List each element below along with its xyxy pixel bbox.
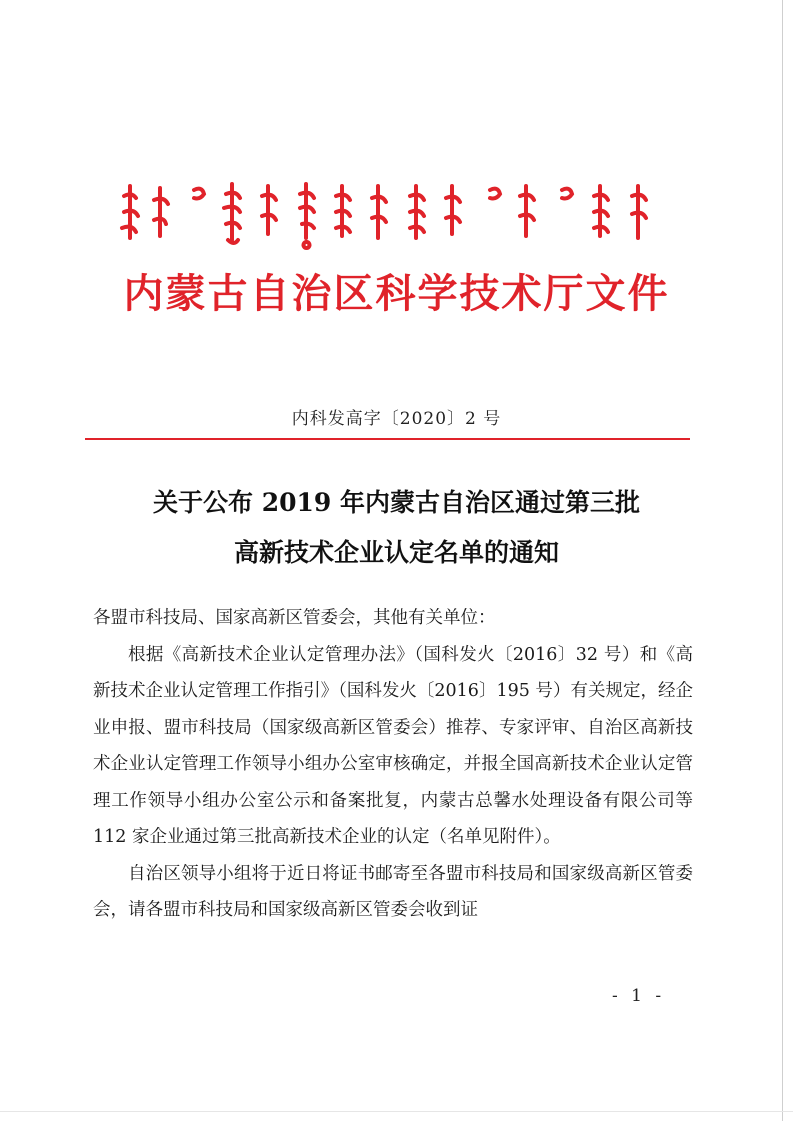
salutation: 各盟市科技局、国家高新区管委会，其他有关单位：	[93, 608, 496, 628]
notice-title-line-1: 关于公布 2019 年内蒙古自治区通过第三批	[153, 488, 640, 517]
body-paragraph-2: 自治区领导小组将于近日将证书邮寄至各盟市科技局和国家级高新区管委会，请各盟市科技局和国家级高新区管委会收到证	[93, 863, 693, 920]
body-paragraph-1: 根据《高新技术企业认定管理办法》（国科发火〔2016〕32 号）和《高新技术企业认定管理工作指引》（国科发火〔2016〕195 号）有关规定，经企业申报、盟市科技局（国家级高新区管委会）推荐、专家评审、自治区高新技术企业认定管理工作领导小组办公室审核确定，并报全国高新技术企业认定管理工作领导小组办公室公示和备案批复，内蒙古总馨水处理设备有限公司等 112 家企业通过第三批高新技术企业的认定（名单见附件）。	[93, 644, 693, 847]
masthead-title: 内蒙古自治区科学技术厅文件	[123, 270, 670, 317]
page-bottom-edge	[0, 1111, 793, 1112]
notice-title-line-2: 高新技术企业认定名单的通知	[233, 538, 559, 567]
page-number: - 1 -	[612, 986, 666, 1006]
red-divider-line	[85, 438, 690, 440]
document-number: 内科发高字〔2020〕2 号	[291, 409, 502, 429]
notice-title	[0, 478, 793, 578]
mongolian-script-header	[110, 178, 670, 250]
notice-body	[93, 600, 693, 929]
